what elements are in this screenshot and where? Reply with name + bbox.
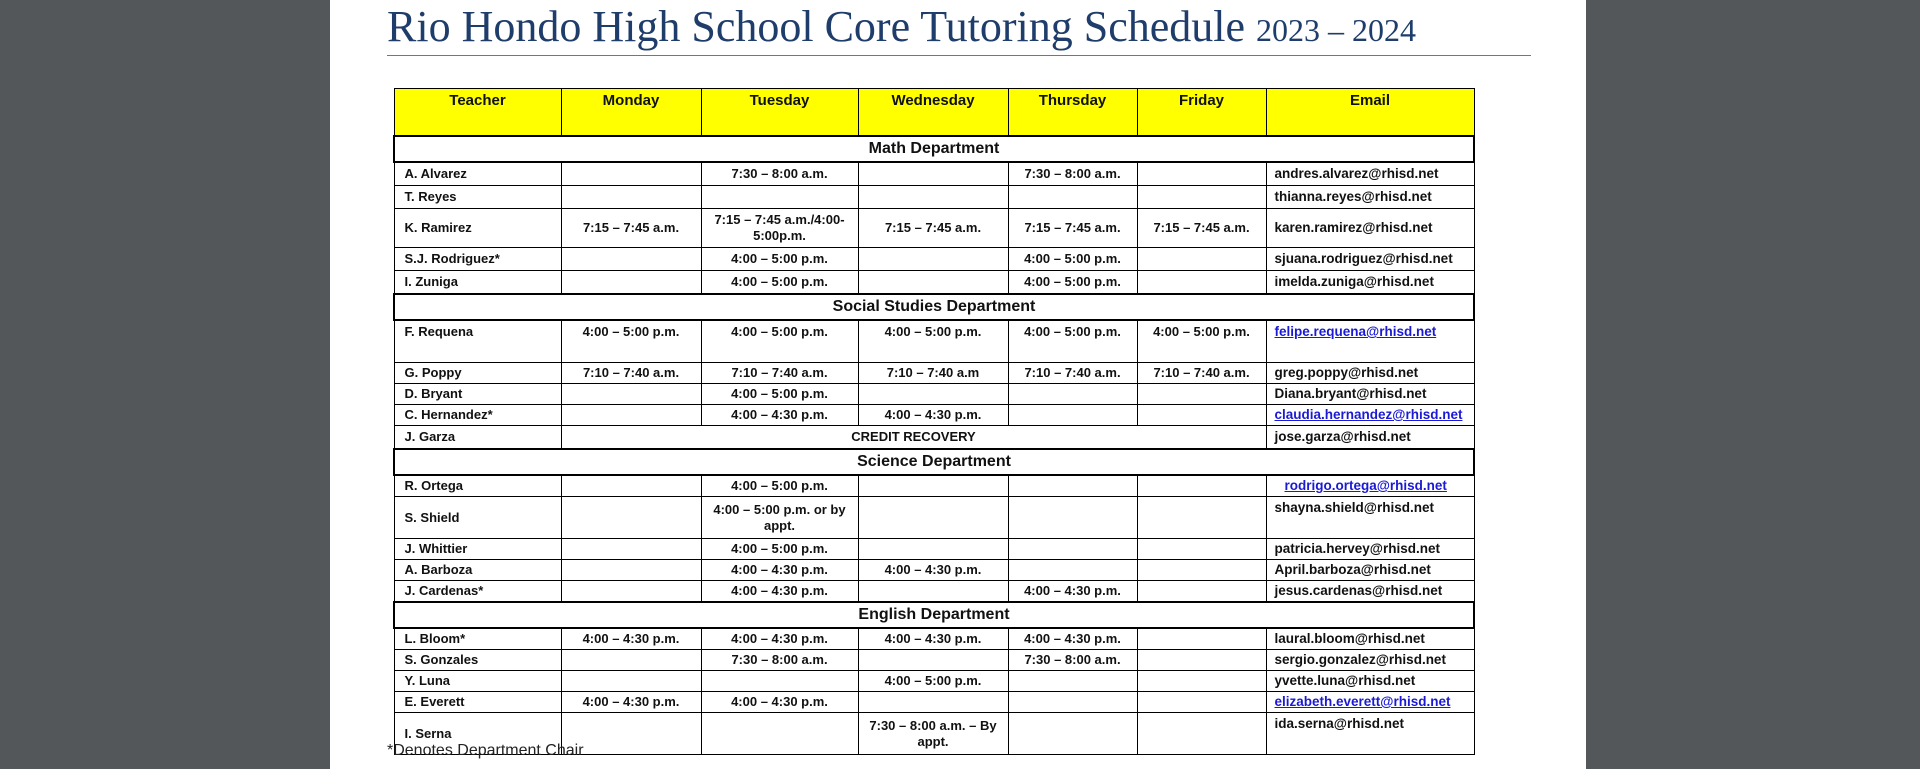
thursday-cell: 4:00 – 4:30 p.m. (1008, 628, 1137, 650)
wednesday-cell: 4:00 – 4:30 p.m. (858, 560, 1008, 581)
wednesday-cell (858, 475, 1008, 497)
email-cell: imelda.zuniga@rhisd.net (1266, 271, 1474, 295)
table-row (394, 581, 1474, 603)
email-cell: April.barboza@rhisd.net (1266, 560, 1474, 581)
wednesday-cell (858, 497, 1008, 539)
teacher-cell: J. Garza (394, 426, 561, 450)
monday-cell (561, 539, 701, 560)
email-link[interactable]: claudia.hernandez@rhisd.net (1274, 407, 1463, 422)
teacher-cell: I. Zuniga (394, 271, 561, 295)
thursday-cell (1008, 405, 1137, 426)
wednesday-cell: 7:30 – 8:00 a.m. – By appt. (858, 713, 1008, 755)
friday-cell (1137, 671, 1266, 692)
teacher-cell: S. Shield (394, 497, 561, 539)
wednesday-cell (858, 162, 1008, 186)
wednesday-cell: 4:00 – 4:30 p.m. (858, 628, 1008, 650)
header-wednesday: Wednesday (858, 89, 1008, 137)
friday-cell: 7:10 – 7:40 a.m. (1137, 363, 1266, 384)
teacher-cell: S. Gonzales (394, 650, 561, 671)
friday-cell (1137, 539, 1266, 560)
friday-cell (1137, 497, 1266, 539)
wednesday-cell (858, 384, 1008, 405)
teacher-cell: J. Whittier (394, 539, 561, 560)
teacher-cell: C. Hernandez* (394, 405, 561, 426)
teacher-cell: T. Reyes (394, 186, 561, 209)
friday-cell (1137, 650, 1266, 671)
thursday-cell (1008, 497, 1137, 539)
tuesday-cell: 4:00 – 5:00 p.m. or by appt. (701, 497, 858, 539)
teacher-cell: S.J. Rodriguez* (394, 248, 561, 271)
monday-cell (561, 248, 701, 271)
email-cell: andres.alvarez@rhisd.net (1266, 162, 1474, 186)
friday-cell (1137, 271, 1266, 295)
table-row (394, 671, 1474, 692)
email-cell: ida.serna@rhisd.net (1266, 713, 1474, 755)
table-row (394, 560, 1474, 581)
tuesday-cell: 4:00 – 4:30 p.m. (701, 405, 858, 426)
friday-cell (1137, 405, 1266, 426)
monday-cell (561, 497, 701, 539)
monday-cell (561, 405, 701, 426)
tuesday-cell (701, 671, 858, 692)
teacher-cell: G. Poppy (394, 363, 561, 384)
wednesday-cell (858, 692, 1008, 713)
tuesday-cell: 7:30 – 8:00 a.m. (701, 162, 858, 186)
monday-cell: 4:00 – 4:30 p.m. (561, 692, 701, 713)
wednesday-cell (858, 271, 1008, 295)
wednesday-cell (858, 650, 1008, 671)
tuesday-cell (701, 713, 858, 755)
tuesday-cell: 4:00 – 5:00 p.m. (701, 539, 858, 560)
title-text: Rio Hondo High School Core Tutoring Schedule (387, 2, 1246, 51)
wednesday-cell: 4:00 – 4:30 p.m. (858, 405, 1008, 426)
tuesday-cell: 4:00 – 5:00 p.m. (701, 248, 858, 271)
thursday-cell (1008, 560, 1137, 581)
email-cell: laural.bloom@rhisd.net (1266, 628, 1474, 650)
email-cell (1266, 405, 1474, 426)
table-row (394, 186, 1474, 209)
header-monday: Monday (561, 89, 701, 137)
title-rule (387, 55, 1531, 56)
thursday-cell (1008, 671, 1137, 692)
email-link[interactable]: elizabeth.everett@rhisd.net (1274, 694, 1451, 709)
friday-cell (1137, 581, 1266, 603)
tuesday-cell: 4:00 – 5:00 p.m. (701, 475, 858, 497)
thursday-cell (1008, 186, 1137, 209)
email-cell: sergio.gonzalez@rhisd.net (1266, 650, 1474, 671)
science-department-heading: Science Department (394, 449, 1474, 475)
tuesday-cell: 7:10 – 7:40 a.m. (701, 363, 858, 384)
social-studies-department-heading: Social Studies Department (394, 294, 1474, 320)
tuesday-cell: 7:30 – 8:00 a.m. (701, 650, 858, 671)
email-cell (1266, 475, 1474, 497)
email-cell: yvette.luna@rhisd.net (1266, 671, 1474, 692)
wednesday-cell: 7:15 – 7:45 a.m. (858, 209, 1008, 248)
friday-cell (1137, 248, 1266, 271)
table-row (394, 497, 1474, 539)
monday-cell (561, 271, 701, 295)
thursday-cell (1008, 475, 1137, 497)
table-row (394, 271, 1474, 295)
thursday-cell: 7:10 – 7:40 a.m. (1008, 363, 1137, 384)
teacher-cell: I. Serna (394, 713, 561, 755)
wednesday-cell: 4:00 – 5:00 p.m. (858, 671, 1008, 692)
thursday-cell (1008, 384, 1137, 405)
email-cell: shayna.shield@rhisd.net (1266, 497, 1474, 539)
credit-recovery-cell: CREDIT RECOVERY (561, 426, 1266, 450)
monday-cell (561, 162, 701, 186)
header-tuesday: Tuesday (701, 89, 858, 137)
email-cell: karen.ramirez@rhisd.net (1266, 209, 1474, 248)
email-link[interactable]: felipe.requena@rhisd.net (1274, 324, 1437, 339)
friday-cell: 7:15 – 7:45 a.m. (1137, 209, 1266, 248)
friday-cell (1137, 475, 1266, 497)
table-row (394, 650, 1474, 671)
monday-cell (561, 560, 701, 581)
friday-cell (1137, 162, 1266, 186)
tuesday-cell: 4:00 – 4:30 p.m. (701, 560, 858, 581)
teacher-cell: F. Requena (394, 320, 561, 363)
wednesday-cell (858, 248, 1008, 271)
teacher-cell: R. Ortega (394, 475, 561, 497)
wednesday-cell (858, 186, 1008, 209)
tuesday-cell: 4:00 – 4:30 p.m. (701, 692, 858, 713)
table-row (394, 405, 1474, 426)
teacher-cell: E. Everett (394, 692, 561, 713)
thursday-cell: 4:00 – 5:00 p.m. (1008, 248, 1137, 271)
thursday-cell: 4:00 – 5:00 p.m. (1008, 271, 1137, 295)
tuesday-cell: 4:00 – 5:00 p.m. (701, 384, 858, 405)
table-row (394, 162, 1474, 186)
teacher-cell: A. Alvarez (394, 162, 561, 186)
thursday-cell (1008, 692, 1137, 713)
email-cell: Diana.bryant@rhisd.net (1266, 384, 1474, 405)
teacher-cell: J. Cardenas* (394, 581, 561, 603)
monday-cell: 4:00 – 4:30 p.m. (561, 628, 701, 650)
teacher-cell: K. Ramirez (394, 209, 561, 248)
thursday-cell: 7:30 – 8:00 a.m. (1008, 162, 1137, 186)
teacher-cell: Y. Luna (394, 671, 561, 692)
teacher-cell: D. Bryant (394, 384, 561, 405)
table-row (394, 209, 1474, 248)
monday-cell: 7:15 – 7:45 a.m. (561, 209, 701, 248)
wednesday-cell (858, 539, 1008, 560)
page-title (387, 2, 1416, 55)
table-row (394, 539, 1474, 560)
friday-cell: 4:00 – 5:00 p.m. (1137, 320, 1266, 363)
friday-cell (1137, 692, 1266, 713)
tuesday-cell: 4:00 – 5:00 p.m. (701, 320, 858, 363)
footnote: *Denotes Department Chair (387, 742, 584, 759)
thursday-cell: 7:30 – 8:00 a.m. (1008, 650, 1137, 671)
monday-cell (561, 581, 701, 603)
email-cell (1266, 320, 1474, 363)
friday-cell (1137, 560, 1266, 581)
tuesday-cell: 4:00 – 4:30 p.m. (701, 628, 858, 650)
tuesday-cell: 4:00 – 5:00 p.m. (701, 271, 858, 295)
friday-cell (1137, 384, 1266, 405)
email-cell: sjuana.rodriguez@rhisd.net (1266, 248, 1474, 271)
wednesday-cell: 7:10 – 7:40 a.m (858, 363, 1008, 384)
teacher-cell: A. Barboza (394, 560, 561, 581)
header-email: Email (1266, 89, 1474, 137)
header-row (394, 89, 1474, 137)
monday-cell: 7:10 – 7:40 a.m. (561, 363, 701, 384)
email-cell: thianna.reyes@rhisd.net (1266, 186, 1474, 209)
table-row (394, 363, 1474, 384)
header-teacher: Teacher (394, 89, 561, 137)
thursday-cell: 4:00 – 4:30 p.m. (1008, 581, 1137, 603)
friday-cell (1137, 628, 1266, 650)
friday-cell (1137, 713, 1266, 755)
table-row (394, 320, 1474, 363)
wednesday-cell: 4:00 – 5:00 p.m. (858, 320, 1008, 363)
email-cell: jesus.cardenas@rhisd.net (1266, 581, 1474, 603)
thursday-cell: 7:15 – 7:45 a.m. (1008, 209, 1137, 248)
thursday-cell (1008, 713, 1137, 755)
table-row (394, 384, 1474, 405)
document-page (330, 0, 1586, 769)
table-row (394, 426, 1474, 450)
teacher-cell: L. Bloom* (394, 628, 561, 650)
email-link[interactable]: rodrigo.ortega@rhisd.net (1284, 478, 1447, 493)
monday-cell: 4:00 – 5:00 p.m. (561, 320, 701, 363)
monday-cell (561, 475, 701, 497)
header-friday: Friday (1137, 89, 1266, 137)
thursday-cell: 4:00 – 5:00 p.m. (1008, 320, 1137, 363)
header-thursday: Thursday (1008, 89, 1137, 137)
table-row (394, 628, 1474, 650)
math-department-heading: Math Department (394, 136, 1474, 162)
title-year: 2023 – 2024 (1256, 12, 1417, 48)
email-cell: patricia.hervey@rhisd.net (1266, 539, 1474, 560)
tuesday-cell: 4:00 – 4:30 p.m. (701, 581, 858, 603)
table-row (394, 248, 1474, 271)
table-row (394, 692, 1474, 713)
monday-cell (561, 671, 701, 692)
monday-cell (561, 650, 701, 671)
friday-cell (1137, 186, 1266, 209)
english-department-heading: English Department (394, 602, 1474, 628)
schedule-table (393, 88, 1475, 755)
monday-cell (561, 384, 701, 405)
table-row (394, 475, 1474, 497)
thursday-cell (1008, 539, 1137, 560)
email-cell: jose.garza@rhisd.net (1266, 426, 1474, 450)
monday-cell (561, 186, 701, 209)
email-cell (1266, 692, 1474, 713)
tuesday-cell (701, 186, 858, 209)
tuesday-cell: 7:15 – 7:45 a.m./4:00-5:00p.m. (701, 209, 858, 248)
wednesday-cell (858, 581, 1008, 603)
email-cell: greg.poppy@rhisd.net (1266, 363, 1474, 384)
